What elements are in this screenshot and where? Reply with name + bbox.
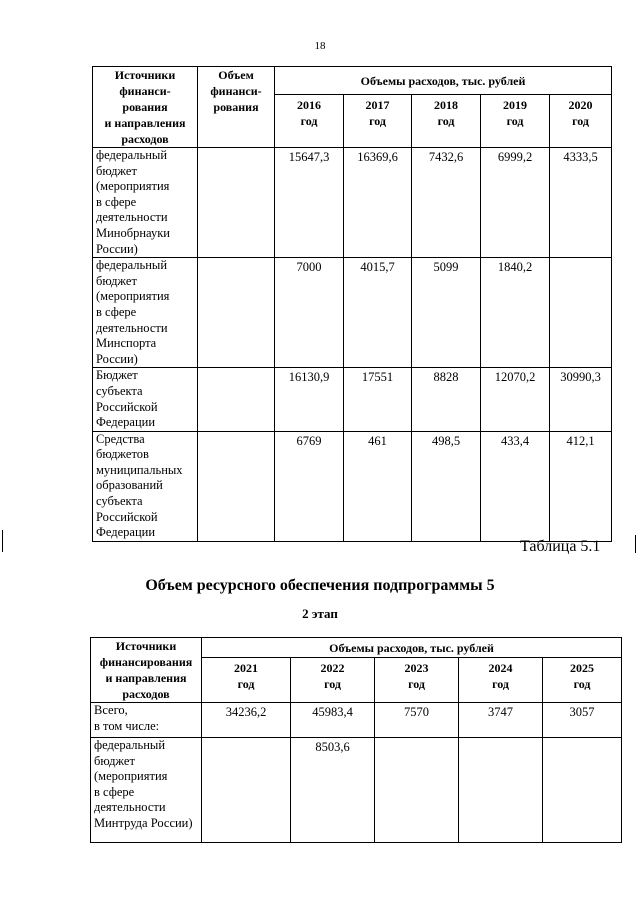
header-year-2019: 2019 год <box>481 95 550 148</box>
scan-margin-mark <box>2 530 3 552</box>
row-source: федеральный бюджет (мероприятия в сфере деятельности Минспорта России) <box>93 258 198 368</box>
scan-margin-mark <box>635 535 636 553</box>
header-year-2024: 2024 год <box>459 658 543 703</box>
row-value: 34236,2 <box>202 703 291 738</box>
row-value: 16369,6 <box>344 148 412 258</box>
row-value: 461 <box>344 431 412 541</box>
row-value: 6769 <box>275 431 344 541</box>
row-value: 12070,2 <box>481 368 550 431</box>
row-value: 15647,3 <box>275 148 344 258</box>
row-value: 433,4 <box>481 431 550 541</box>
row-volume <box>198 431 275 541</box>
row-volume <box>198 148 275 258</box>
table-row <box>91 703 622 738</box>
row-value: 6999,2 <box>481 148 550 258</box>
row-value: 8828 <box>412 368 481 431</box>
funding-table-stage-2 <box>90 637 622 843</box>
row-value <box>459 738 543 843</box>
header-funding-volume: Объем финанси- рования <box>198 67 275 148</box>
row-value: 17551 <box>344 368 412 431</box>
row-source: Всего, в том числе: <box>91 703 202 738</box>
row-value: 16130,9 <box>275 368 344 431</box>
table-row <box>93 258 612 368</box>
row-value: 8503,6 <box>291 738 375 843</box>
row-value: 4015,7 <box>344 258 412 368</box>
header-year-2017: 2017 год <box>344 95 412 148</box>
table-caption: Таблица 5.1 <box>520 538 601 555</box>
row-source: федеральный бюджет (мероприятия в сфере деятельности Минтруда России) <box>91 738 202 843</box>
header-year-2018: 2018 год <box>412 95 481 148</box>
row-value: 30990,3 <box>550 368 612 431</box>
row-value <box>543 738 622 843</box>
row-value: 7570 <box>375 703 459 738</box>
header-expenses-group: Объемы расходов, тыс. рублей <box>275 67 612 95</box>
row-source: федеральный бюджет (мероприятия в сфере деятельности Минобрнауки России) <box>93 148 198 258</box>
stage-title: 2 этап <box>302 606 338 621</box>
header-year-2016: 2016 год <box>275 95 344 148</box>
header-year-2022: 2022 год <box>291 658 375 703</box>
funding-table-stage-1 <box>92 66 612 542</box>
page-number: 18 <box>314 40 326 52</box>
row-value: 3057 <box>543 703 622 738</box>
table-row <box>91 738 622 843</box>
row-value: 4333,5 <box>550 148 612 258</box>
header-expenses-group: Объемы расходов, тыс. рублей <box>202 638 622 658</box>
table-row <box>93 148 612 258</box>
row-value: 45983,4 <box>291 703 375 738</box>
row-value <box>202 738 291 843</box>
row-value: 7432,6 <box>412 148 481 258</box>
section-title: Объем ресурсного обеспечения подпрограммы 5 <box>145 577 495 594</box>
row-value: 412,1 <box>550 431 612 541</box>
header-funding-source: Источники финансирования и направления расходов <box>91 638 202 703</box>
header-funding-source: Источники финанси- рования и направления расходов <box>93 67 198 148</box>
header-year-2023: 2023 год <box>375 658 459 703</box>
table-row <box>93 431 612 541</box>
row-value: 7000 <box>275 258 344 368</box>
row-value <box>550 258 612 368</box>
header-year-2021: 2021 год <box>202 658 291 703</box>
row-value: 3747 <box>459 703 543 738</box>
header-year-2020: 2020 год <box>550 95 612 148</box>
row-source: Бюджет субъекта Российской Федерации <box>93 368 198 431</box>
row-value: 1840,2 <box>481 258 550 368</box>
row-source: Средства бюджетов муниципальных образований субъекта Российской Федерации <box>93 431 198 541</box>
row-volume <box>198 368 275 431</box>
table-row <box>93 368 612 431</box>
row-value <box>375 738 459 843</box>
row-volume <box>198 258 275 368</box>
header-year-2025: 2025 год <box>543 658 622 703</box>
row-value: 5099 <box>412 258 481 368</box>
row-value: 498,5 <box>412 431 481 541</box>
